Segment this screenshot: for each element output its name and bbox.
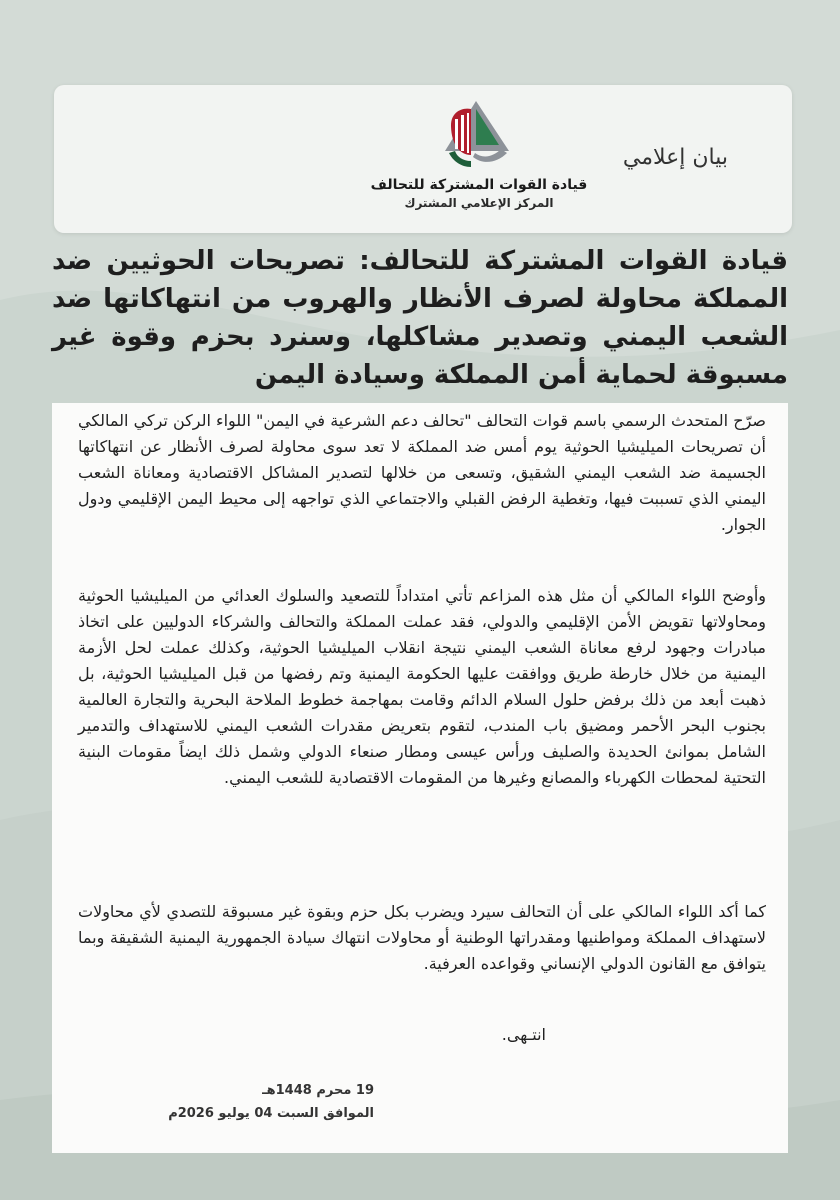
- date-gregorian: الموافق السبت 04 يوليو 2026م: [168, 1106, 374, 1121]
- document-type: بيان إعلامي: [622, 145, 728, 170]
- paragraph-2: وأوضح اللواء المالكي أن مثل هذه المزاعم تأتي امتداداً للتصعيد والسلوك العدائي من الميليشيا الحوثية ومحاولاتها تقويض الأمن الإقليمي والدولي، فقد عملت المملكة والتحالف والشركاء الدوليين على اتخاذ مبادرات وجهود لرفع معاناة الشعب اليمني نتيجة انقلاب الميليشيا الحوثية، وكذلك عملت لحل الأزمة اليمنية من خلال خارطة طريق ووافقت عليها الحكومة اليمنية وتم رفضها من قبل الميليشيا الحوثية، بل ذهبت أبعد من ذلك برفض حلول السلام الدائم وقامت بمهاجمة خطوط الملاحة البحرية والتجارة العالمية بجنوب البحر الأحمر ومضيق باب المندب، لتقوم بتعريض مقدرات الشعب اليمني للاستهداف والتدمير الشامل بموانئ الحديدة والصليف ورأس عيسى ومطار صنعاء الدولي وشمل ذلك ايضاً مقومات البنية التحتية لمحطات الكهرباء والمصانع وغيرها من المقومات الاقتصادية للشعب اليمني.: [78, 586, 766, 787]
- paragraph-3: كما أكد اللواء المالكي على أن التحالف سيرد ويضرب بكل حزم وبقوة غير مسبوقة للتصدي لأي محاولات لاستهداف المملكة ومواطنيها ومقدراتها الوطنية أو محاولات انتهاك سيادة الجمهورية اليمنية الشقيقة وبما يتوافق مع القانون الدولي الإنساني وقواعده العرفية.: [78, 902, 766, 973]
- header-card: [54, 85, 792, 233]
- org-name: قيادة القوات المشتركة للتحالف: [370, 177, 588, 193]
- paragraph-1: صرّح المتحدث الرسمي باسم قوات التحالف "تحالف دعم الشرعية في اليمن" اللواء الركن تركي المالكي أن تصريحات الميليشيا الحوثية يوم أمس ضد المملكة لا تعد سوى محاولة لصرف الأنظار عن انتهاكاتها الجسيمة ضد الشعب اليمني الشقيق، وتسعى من خلالها لتصدير المشاكل الاقتصادية ومعاناة الشعب اليمني الذي تسببت فيها، وتغطية الرفض القبلي والاجتماعي الذي تواجهه إلى محيط اليمن الإقليمي ودول الجوار.: [78, 411, 766, 534]
- coalition-logo-icon: [435, 95, 517, 177]
- org-subtitle: المركز الإعلامي المشترك: [404, 196, 554, 210]
- date-hijri: 19 محرم 1448هـ: [262, 1083, 374, 1098]
- press-release-title: قيادة القوات المشتركة للتحالف: تصريحات الحوثيين ضد المملكة محاولة لصرف الأنظار والهروب من انتهاكاتها ضد الشعب اليمني وتصدير مشاكلها، وسنرد بحزم وقوة غير مسبوقة لحماية أمن المملكة وسيادة اليمن: [52, 246, 788, 390]
- end-mark: انتـهى.: [501, 1025, 546, 1044]
- statement-body: [52, 403, 788, 1153]
